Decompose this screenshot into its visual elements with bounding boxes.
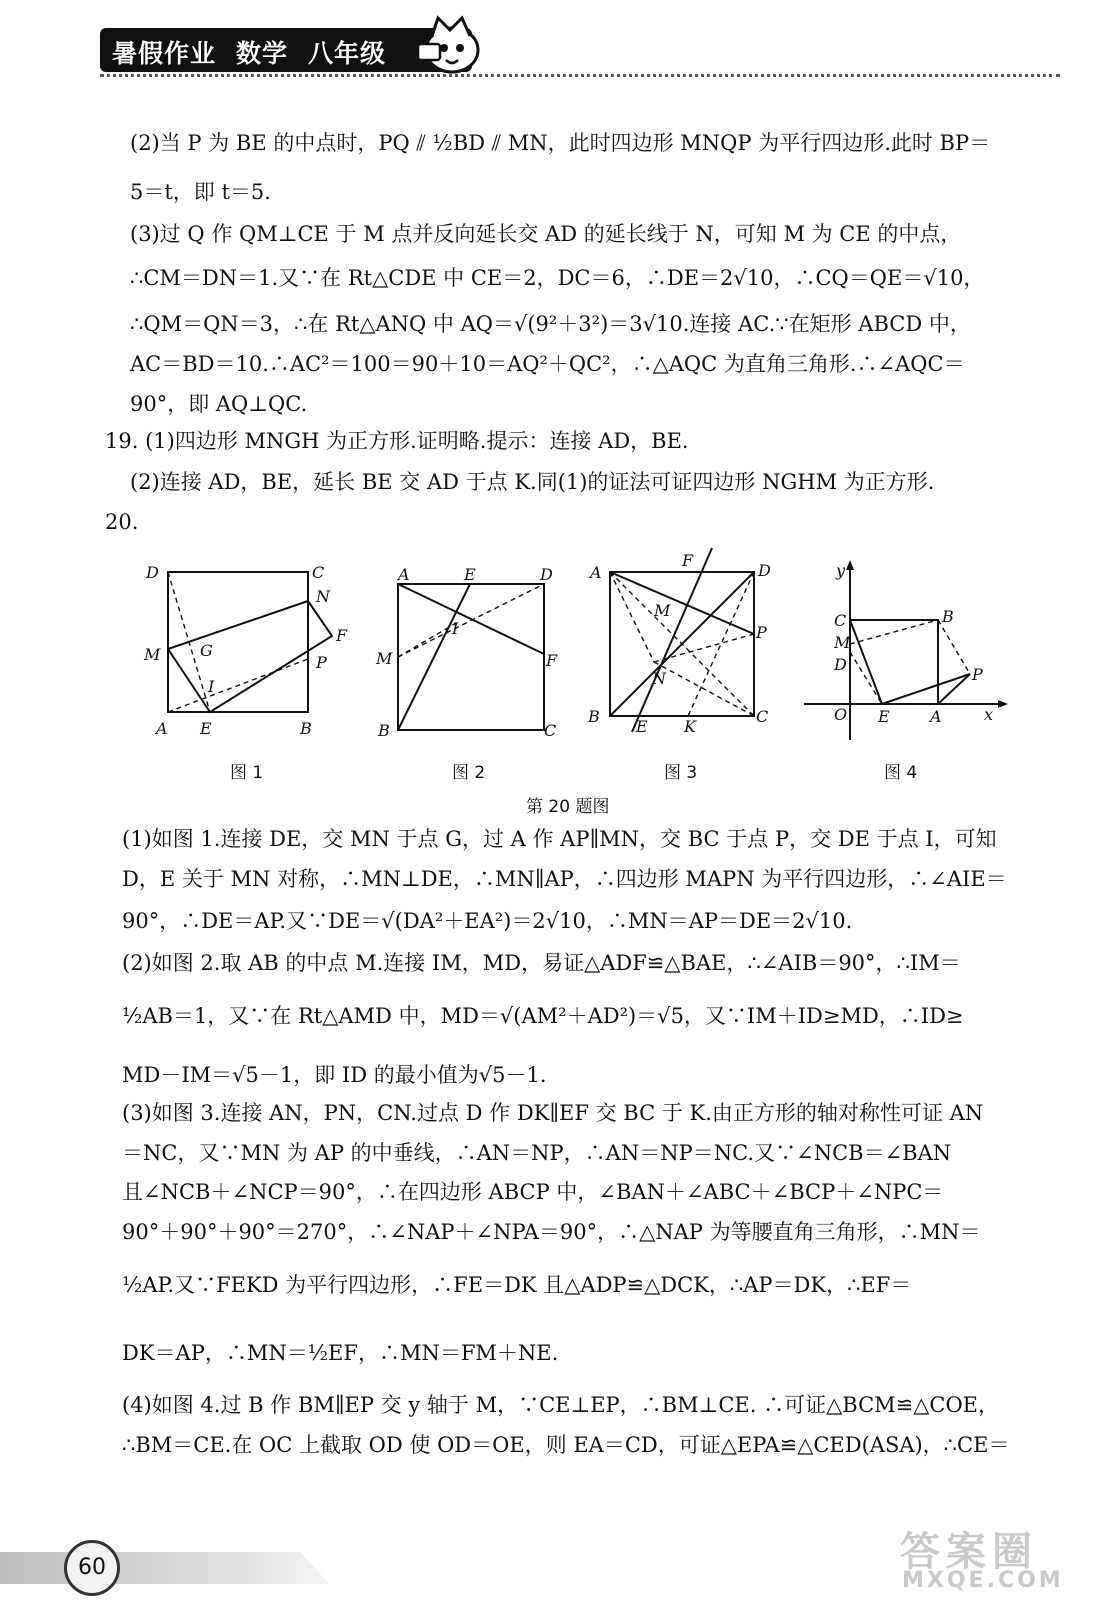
watermark-url: MXQE.COM bbox=[902, 1568, 1064, 1593]
fig1-label: D bbox=[146, 563, 159, 582]
header-grade: 八年级 bbox=[308, 39, 387, 68]
footer-bar bbox=[0, 1552, 330, 1584]
text-line: ∴CM＝DN＝1.又∵在 Rt△CDE 中 CE＝2，DC＝6，∴DE＝2√10，∴CQ＝QE＝√10， bbox=[130, 266, 985, 290]
fig3-label: M bbox=[654, 601, 671, 620]
figure-1 bbox=[140, 556, 360, 746]
text-line: ∴QM＝QN＝3，∴在 Rt△ANQ 中 AQ＝√(9²＋3²)＝3√10.连接 AC.∵在矩形 ABCD 中， bbox=[130, 312, 971, 336]
figure-caption: 图 1 bbox=[230, 763, 264, 783]
fig2-label: M bbox=[376, 649, 393, 668]
fig1-label: M bbox=[144, 645, 161, 664]
fig1-label: B bbox=[300, 719, 312, 738]
text-line: (1)如图 1.连接 DE，交 MN 于点 G，过 A 作 AP∥MN，交 BC 于点 P，交 DE 于点 I，可知 bbox=[122, 827, 997, 851]
fig4-label: x bbox=[984, 705, 994, 724]
fig3-label: E bbox=[636, 717, 648, 736]
text-line: D，E 关于 MN 对称，∴MN⊥DE，∴MN∥AP，∴四边形 MAPN 为平行四边形，∴∠AIE＝ bbox=[122, 867, 1007, 891]
fig1-label: G bbox=[200, 641, 213, 660]
header-subject: 数学 bbox=[236, 39, 289, 68]
fig4-label: y bbox=[836, 561, 846, 580]
figure-2 bbox=[372, 560, 572, 750]
text-line: 90°，即 AQ⊥QC. bbox=[130, 392, 308, 416]
fig4-label: E bbox=[878, 707, 890, 726]
fig2-label: C bbox=[544, 721, 557, 740]
fig4-label: D bbox=[834, 655, 847, 674]
text-line: (3)如图 3.连接 AN，PN，CN.过点 D 作 DK∥EF 交 BC 于 K.由正方形的轴对称性可证 AN bbox=[122, 1101, 984, 1125]
text-line: (2)连接 AD，BE，延长 BE 交 AD 于点 K.同(1)的证法可证四边形 NGHM 为正方形. bbox=[130, 470, 935, 494]
watermark-logo-text: 答案圈 bbox=[900, 1529, 1038, 1575]
figure-title: 第 20 题图 bbox=[526, 797, 610, 817]
fig4-label: C bbox=[834, 611, 847, 630]
fig2-label: F bbox=[546, 651, 558, 670]
fig4-label: B bbox=[942, 607, 954, 626]
fig1-label: A bbox=[156, 719, 168, 738]
figure-caption: 图 4 bbox=[884, 763, 918, 783]
text-line: (2)如图 2.取 AB 的中点 M.连接 IM，MD，易证△ADF≌△BAE，∴∠AIB＝90°，∴IM＝ bbox=[122, 951, 961, 975]
fig2-label: I bbox=[452, 619, 459, 638]
header-title bbox=[112, 34, 406, 70]
header-divider bbox=[100, 74, 1060, 77]
fig1-label: P bbox=[316, 653, 327, 672]
fig3-label: P bbox=[756, 623, 767, 642]
fig1-label: E bbox=[200, 719, 212, 738]
fig4-label: M bbox=[834, 633, 851, 652]
text-line: ½AB＝1，又∵在 Rt△AMD 中，MD＝√(AM²＋AD²)＝√5，又∵IM＋ID≥MD，∴ID≥ bbox=[122, 1004, 964, 1028]
fig3-label: K bbox=[684, 717, 696, 736]
page-number: 60 bbox=[64, 1540, 120, 1596]
text-line: (4)如图 4.过 B 作 BM∥EP 交 y 轴于 M，∵CE⊥EP，∴BM⊥CE. ∴可证△BCM≌△COE， bbox=[122, 1393, 1000, 1417]
fig4-label: O bbox=[834, 705, 848, 724]
text-line: 20. bbox=[105, 510, 139, 534]
fig2-label: D bbox=[540, 565, 553, 584]
figure-3 bbox=[582, 542, 782, 752]
text-line: 19. (1)四边形 MNGH 为正方形.证明略.提示：连接 AD，BE. bbox=[105, 429, 689, 453]
fig3-label: C bbox=[756, 707, 769, 726]
mascot-icon bbox=[416, 14, 486, 76]
text-line: 5＝t，即 t＝5. bbox=[130, 180, 271, 204]
figure-caption: 图 3 bbox=[664, 763, 698, 783]
fig1-label: C bbox=[312, 563, 325, 582]
fig3-label: B bbox=[588, 707, 600, 726]
text-line: (3)过 Q 作 QM⊥CE 于 M 点并反向延长交 AD 的延长线于 N，可知 M 为 CE 的中点， bbox=[130, 222, 962, 246]
text-line: 且∠NCB＋∠NCP＝90°，∴在四边形 ABCP 中，∠BAN＋∠ABC＋∠BCP＋∠NPC＝ bbox=[122, 1180, 944, 1204]
fig3-label: A bbox=[590, 563, 602, 582]
fig2-label: B bbox=[378, 721, 390, 740]
text-line: 90°，∴DE＝AP.又∵DE＝√(DA²＋EA²)＝2√10，∴MN＝AP＝DE＝2√10. bbox=[122, 909, 853, 933]
text-line: 90°＋90°＋90°＝270°，∴∠NAP＋∠NPA＝90°，∴△NAP 为等腰直角三角形，∴MN＝ bbox=[122, 1220, 981, 1244]
text-line: MD－IM＝√5－1，即 ID 的最小值为√5－1. bbox=[122, 1063, 547, 1087]
figure-4 bbox=[798, 556, 1010, 746]
fig3-label: N bbox=[652, 669, 666, 688]
fig1-label: N bbox=[316, 587, 330, 606]
fig4-label: A bbox=[930, 707, 942, 726]
text-line: ∴BM＝CE.在 OC 上截取 OD 使 OD＝OE，则 EA＝CD，可证△EPA≌△CED(ASA)，∴CE＝ bbox=[122, 1433, 1010, 1457]
text-line: ＝NC，又∵MN 为 AP 的中垂线，∴AN＝NP，∴AN＝NP＝NC.又∵∠NCB＝∠BAN bbox=[122, 1141, 952, 1165]
fig3-label: D bbox=[758, 561, 771, 580]
text-line: AC＝BD＝10.∴AC²＝100＝90＋10＝AQ²＋QC²，∴△AQC 为直角三角形.∴∠AQC＝ bbox=[130, 352, 965, 376]
text-line: ½AP.又∵FEKD 为平行四边形，∴FE＝DK 且△ADP≌△DCK，∴AP＝DK，∴EF＝ bbox=[122, 1273, 912, 1297]
figure-caption: 图 2 bbox=[452, 763, 486, 783]
watermark bbox=[880, 1520, 1080, 1595]
fig2-label: E bbox=[464, 565, 476, 584]
fig3-label: F bbox=[682, 551, 694, 570]
fig1-label: I bbox=[208, 677, 215, 696]
text-line: (2)当 P 为 BE 的中点时，PQ ⫽ ½BD ⫽ MN，此时四边形 MNQP 为平行四边形.此时 BP＝ bbox=[130, 131, 991, 155]
header-book: 暑假作业 bbox=[112, 39, 217, 68]
fig4-label: P bbox=[972, 665, 983, 684]
text-line: DK＝AP，∴MN＝½EF，∴MN＝FM＋NE. bbox=[122, 1341, 559, 1365]
fig1-label: F bbox=[336, 626, 348, 645]
fig2-label: A bbox=[398, 565, 410, 584]
